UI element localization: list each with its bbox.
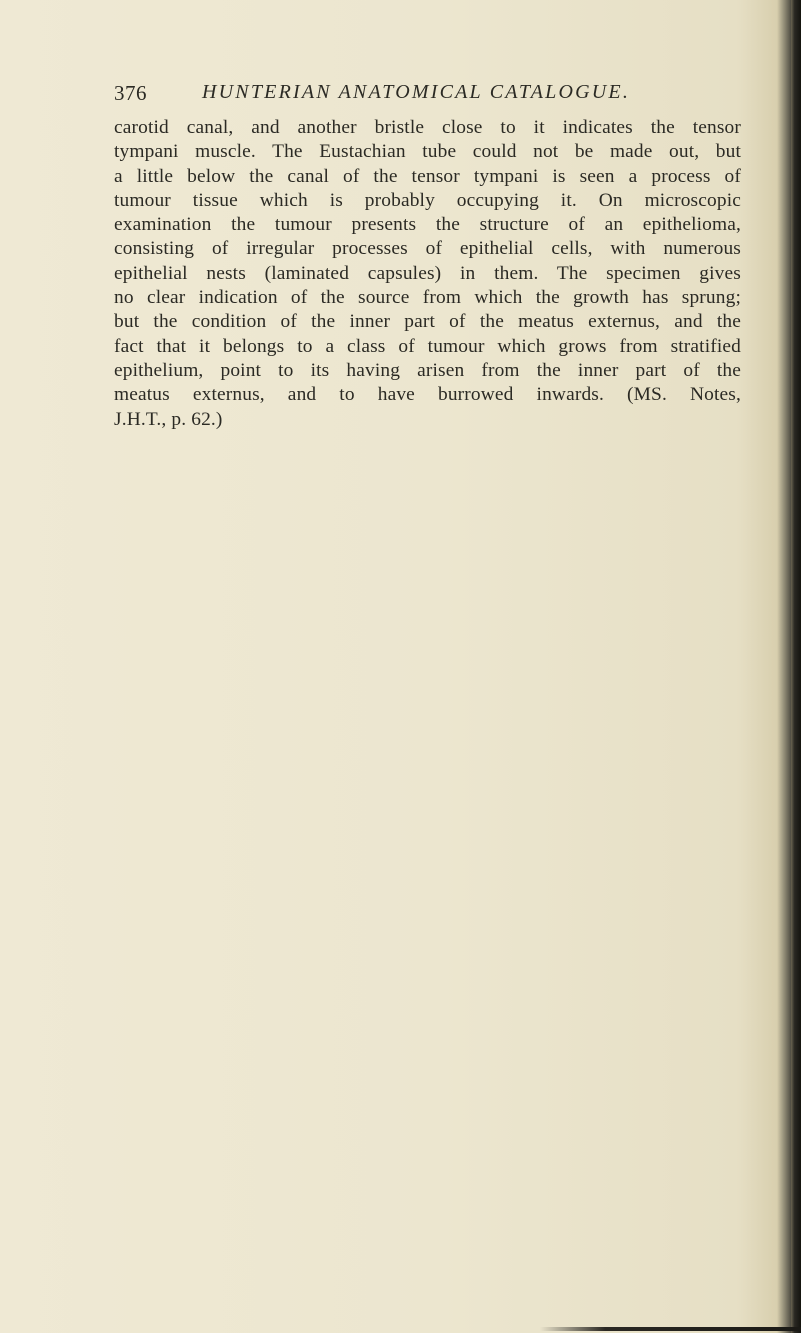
text-line: but the condition of the inner part of the meatus externus, and the xyxy=(114,311,741,333)
text-line: no clear indication of the source from which the growth has sprung; xyxy=(114,287,741,309)
page-edge-shadow xyxy=(791,0,801,1333)
text-line: examination the tumour presents the structure of an epithelioma, xyxy=(114,214,741,236)
text-line: meatus externus, and to have burrowed inwards. (MS. Notes, xyxy=(114,384,741,406)
text-line: epithelial nests (laminated capsules) in them. The specimen gives xyxy=(114,262,741,284)
text-line: carotid canal, and another bristle close to it indicates the tensor xyxy=(114,117,741,138)
page-number: 376 xyxy=(114,81,147,105)
text-line: tympani muscle. The Eustachian tube could not be made out, but xyxy=(114,141,741,163)
text-line: fact that it belongs to a class of tumour which grows from stratified xyxy=(114,335,741,357)
text-line: consisting of irregular processes of epithelial cells, with numerous xyxy=(114,238,741,260)
page-header xyxy=(114,81,740,111)
running-title: HUNTERIAN ANATOMICAL CATALOGUE. xyxy=(202,81,631,103)
text-line: J.H.T., p. 62.) xyxy=(114,408,223,430)
text-line: a little below the canal of the tensor tympani is seen a process of xyxy=(114,165,741,187)
text-line: tumour tissue which is probably occupying it. On microscopic xyxy=(114,189,741,211)
bottom-edge-shadow xyxy=(540,1327,801,1331)
text-line: epithelium, point to its having arisen from the inner part of the xyxy=(114,359,741,381)
body-paragraph xyxy=(114,116,741,432)
